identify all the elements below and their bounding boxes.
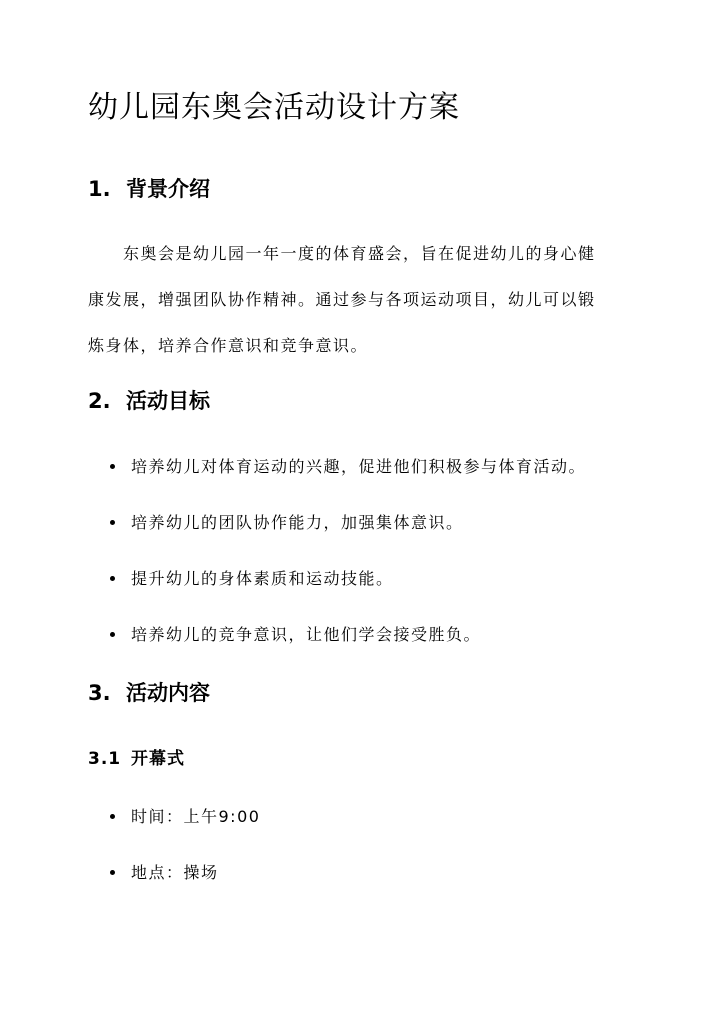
- bullet-dot-icon: [110, 576, 115, 581]
- subsection-title: 开幕式: [131, 749, 185, 769]
- list-item-text: 地点：操场: [131, 863, 219, 882]
- list-item: [110, 860, 219, 886]
- section-number: 1.: [88, 177, 111, 201]
- section-heading-content: [88, 678, 210, 708]
- list-item-text: 培养幼儿的团队协作能力，加强集体意识。: [131, 513, 464, 532]
- paragraph-line: 炼身体，培养合作意识和竞争意识。: [88, 336, 369, 355]
- background-paragraph: [88, 231, 633, 369]
- list-item-text: 时间：上午9:00: [131, 807, 261, 826]
- bullet-dot-icon: [110, 814, 115, 819]
- subsection-number: 3.1: [88, 749, 122, 769]
- list-item-text: 培养幼儿对体育运动的兴趣，促进他们积极参与体育活动。: [131, 457, 587, 476]
- list-item: [110, 566, 394, 592]
- paragraph-line: 康发展，增强团队协作精神。通过参与各项运动项目，幼儿可以锻: [88, 290, 596, 309]
- subsection-heading-opening: [88, 746, 185, 772]
- section-heading-goals: [88, 386, 210, 416]
- paragraph-line: 东奥会是幼儿园一年一度的体育盛会，旨在促进幼儿的身心健: [123, 244, 596, 263]
- section-title: 活动内容: [126, 681, 210, 705]
- list-item: [110, 804, 260, 830]
- section-title: 背景介绍: [126, 177, 210, 201]
- bullet-dot-icon: [110, 520, 115, 525]
- bullet-dot-icon: [110, 870, 115, 875]
- list-item: [110, 454, 586, 480]
- section-title: 活动目标: [126, 389, 210, 413]
- list-item-text: 培养幼儿的竞争意识，让他们学会接受胜负。: [131, 625, 482, 644]
- section-heading-background: [88, 174, 210, 204]
- document-title: 幼儿园东奥会活动设计方案: [88, 90, 460, 125]
- section-number: 3.: [88, 681, 111, 705]
- section-number: 2.: [88, 389, 111, 413]
- bullet-dot-icon: [110, 632, 115, 637]
- list-item-text: 提升幼儿的身体素质和运动技能。: [131, 569, 394, 588]
- list-item: [110, 510, 464, 536]
- list-item: [110, 622, 481, 648]
- bullet-dot-icon: [110, 464, 115, 469]
